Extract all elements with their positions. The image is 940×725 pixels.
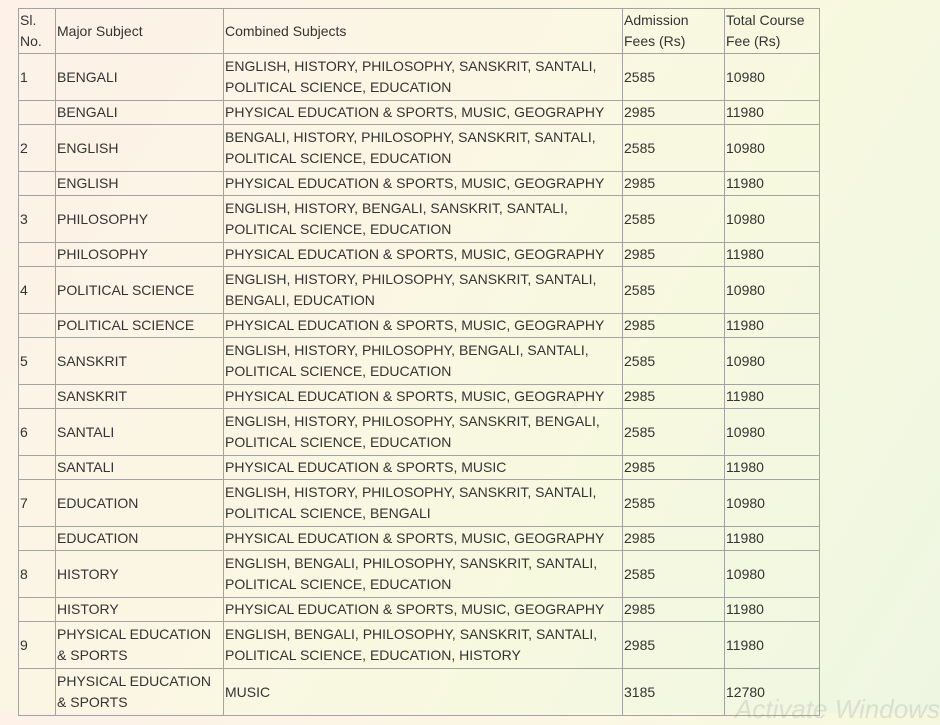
table-row — [19, 456, 820, 480]
cell-total-fee: 11980 — [725, 598, 820, 622]
cell-admission-fee: 2585 — [623, 196, 725, 243]
cell-total-fee: 11980 — [725, 172, 820, 196]
cell-combined-subjects: ENGLISH, HISTORY, BENGALI, SANSKRIT, SANTALI, POLITICAL SCIENCE, EDUCATION — [224, 196, 623, 243]
cell-sl-no: 1 — [19, 54, 56, 101]
cell-total-fee: 10980 — [725, 125, 820, 172]
cell-sl-no — [19, 243, 56, 267]
table-row — [19, 669, 820, 716]
cell-combined-subjects: BENGALI, HISTORY, PHILOSOPHY, SANSKRIT, SANTALI, POLITICAL SCIENCE, EDUCATION — [224, 125, 623, 172]
cell-admission-fee: 2585 — [623, 409, 725, 456]
cell-total-fee: 10980 — [725, 267, 820, 314]
cell-total-fee: 11980 — [725, 314, 820, 338]
cell-combined-subjects: PHYSICAL EDUCATION & SPORTS, MUSIC, GEOGRAPHY — [224, 598, 623, 622]
cell-admission-fee: 2585 — [623, 54, 725, 101]
table-row — [19, 598, 820, 622]
cell-admission-fee: 2585 — [623, 551, 725, 598]
cell-sl-no — [19, 172, 56, 196]
cell-admission-fee: 2985 — [623, 172, 725, 196]
cell-combined-subjects: PHYSICAL EDUCATION & SPORTS, MUSIC, GEOGRAPHY — [224, 243, 623, 267]
cell-major-subject: HISTORY — [56, 598, 224, 622]
cell-combined-subjects: PHYSICAL EDUCATION & SPORTS, MUSIC, GEOGRAPHY — [224, 101, 623, 125]
cell-major-subject: PHYSICAL EDUCATION & SPORTS — [56, 622, 224, 669]
cell-combined-subjects: ENGLISH, HISTORY, PHILOSOPHY, SANSKRIT, SANTALI, POLITICAL SCIENCE, BENGALI — [224, 480, 623, 527]
cell-admission-fee: 2985 — [623, 456, 725, 480]
cell-combined-subjects: PHYSICAL EDUCATION & SPORTS, MUSIC — [224, 456, 623, 480]
header-combined-subjects: Combined Subjects — [224, 9, 623, 54]
table-row — [19, 527, 820, 551]
cell-combined-subjects: PHYSICAL EDUCATION & SPORTS, MUSIC, GEOGRAPHY — [224, 172, 623, 196]
header-row — [19, 9, 820, 54]
table-row — [19, 551, 820, 598]
cell-total-fee: 11980 — [725, 456, 820, 480]
table-body — [19, 54, 820, 716]
table-row — [19, 480, 820, 527]
header-major-subject: Major Subject — [56, 9, 224, 54]
cell-sl-no: 7 — [19, 480, 56, 527]
cell-major-subject: BENGALI — [56, 101, 224, 125]
table-row — [19, 385, 820, 409]
cell-sl-no — [19, 314, 56, 338]
cell-sl-no: 2 — [19, 125, 56, 172]
cell-sl-no: 4 — [19, 267, 56, 314]
cell-total-fee: 11980 — [725, 101, 820, 125]
cell-combined-subjects: ENGLISH, BENGALI, PHILOSOPHY, SANSKRIT, SANTALI, POLITICAL SCIENCE, EDUCATION — [224, 551, 623, 598]
cell-total-fee: 10980 — [725, 196, 820, 243]
cell-sl-no: 3 — [19, 196, 56, 243]
cell-admission-fee: 2585 — [623, 267, 725, 314]
cell-total-fee: 10980 — [725, 409, 820, 456]
cell-total-fee: 11980 — [725, 622, 820, 669]
table-row — [19, 101, 820, 125]
cell-major-subject: EDUCATION — [56, 527, 224, 551]
cell-total-fee: 10980 — [725, 551, 820, 598]
cell-admission-fee: 2585 — [623, 125, 725, 172]
cell-combined-subjects: ENGLISH, HISTORY, PHILOSOPHY, SANSKRIT, SANTALI, BENGALI, EDUCATION — [224, 267, 623, 314]
cell-major-subject: PHYSICAL EDUCATION & SPORTS — [56, 669, 224, 716]
cell-total-fee: 11980 — [725, 243, 820, 267]
cell-admission-fee: 2985 — [623, 314, 725, 338]
cell-sl-no: 6 — [19, 409, 56, 456]
table-row — [19, 338, 820, 385]
cell-combined-subjects: PHYSICAL EDUCATION & SPORTS, MUSIC, GEOGRAPHY — [224, 385, 623, 409]
table-row — [19, 243, 820, 267]
cell-admission-fee: 2985 — [623, 243, 725, 267]
table-row — [19, 622, 820, 669]
table-row — [19, 125, 820, 172]
cell-combined-subjects: ENGLISH, HISTORY, PHILOSOPHY, SANSKRIT, BENGALI, POLITICAL SCIENCE, EDUCATION — [224, 409, 623, 456]
cell-admission-fee: 3185 — [623, 669, 725, 716]
cell-admission-fee: 2585 — [623, 480, 725, 527]
cell-major-subject: POLITICAL SCIENCE — [56, 267, 224, 314]
cell-sl-no — [19, 598, 56, 622]
cell-combined-subjects: ENGLISH, BENGALI, PHILOSOPHY, SANSKRIT, SANTALI, POLITICAL SCIENCE, EDUCATION, HISTORY — [224, 622, 623, 669]
cell-admission-fee: 2985 — [623, 527, 725, 551]
cell-sl-no — [19, 385, 56, 409]
cell-sl-no — [19, 101, 56, 125]
table-row — [19, 314, 820, 338]
cell-total-fee: 10980 — [725, 54, 820, 101]
cell-sl-no — [19, 669, 56, 716]
cell-major-subject: SANSKRIT — [56, 338, 224, 385]
cell-admission-fee: 2985 — [623, 622, 725, 669]
cell-admission-fee: 2585 — [623, 338, 725, 385]
cell-admission-fee: 2985 — [623, 385, 725, 409]
cell-major-subject: ENGLISH — [56, 125, 224, 172]
cell-sl-no — [19, 527, 56, 551]
cell-sl-no — [19, 456, 56, 480]
cell-combined-subjects: ENGLISH, HISTORY, PHILOSOPHY, SANSKRIT, SANTALI, POLITICAL SCIENCE, EDUCATION — [224, 54, 623, 101]
cell-combined-subjects: MUSIC — [224, 669, 623, 716]
cell-combined-subjects: PHYSICAL EDUCATION & SPORTS, MUSIC, GEOGRAPHY — [224, 527, 623, 551]
header-total-course-fee: Total Course Fee (Rs) — [725, 9, 820, 54]
cell-major-subject: PHILOSOPHY — [56, 243, 224, 267]
header-admission-fees: Admission Fees (Rs) — [623, 9, 725, 54]
cell-major-subject: HISTORY — [56, 551, 224, 598]
cell-total-fee: 10980 — [725, 338, 820, 385]
cell-sl-no: 9 — [19, 622, 56, 669]
header-sl-no: Sl. No. — [19, 9, 56, 54]
table-row — [19, 54, 820, 101]
cell-total-fee: 10980 — [725, 480, 820, 527]
cell-combined-subjects: ENGLISH, HISTORY, PHILOSOPHY, BENGALI, SANTALI, POLITICAL SCIENCE, EDUCATION — [224, 338, 623, 385]
fee-table — [18, 8, 820, 716]
cell-total-fee: 11980 — [725, 385, 820, 409]
cell-admission-fee: 2985 — [623, 101, 725, 125]
cell-total-fee: 11980 — [725, 527, 820, 551]
table-row — [19, 267, 820, 314]
cell-major-subject: EDUCATION — [56, 480, 224, 527]
cell-major-subject: SANTALI — [56, 456, 224, 480]
cell-sl-no: 5 — [19, 338, 56, 385]
cell-major-subject: PHILOSOPHY — [56, 196, 224, 243]
table-row — [19, 409, 820, 456]
table-row — [19, 196, 820, 243]
cell-admission-fee: 2985 — [623, 598, 725, 622]
cell-major-subject: SANSKRIT — [56, 385, 224, 409]
cell-combined-subjects: PHYSICAL EDUCATION & SPORTS, MUSIC, GEOGRAPHY — [224, 314, 623, 338]
table-row — [19, 172, 820, 196]
cell-sl-no: 8 — [19, 551, 56, 598]
cell-major-subject: POLITICAL SCIENCE — [56, 314, 224, 338]
cell-major-subject: SANTALI — [56, 409, 224, 456]
cell-total-fee: 12780 — [725, 669, 820, 716]
cell-major-subject: BENGALI — [56, 54, 224, 101]
watermark: Activate Windows — [735, 694, 940, 724]
cell-major-subject: ENGLISH — [56, 172, 224, 196]
